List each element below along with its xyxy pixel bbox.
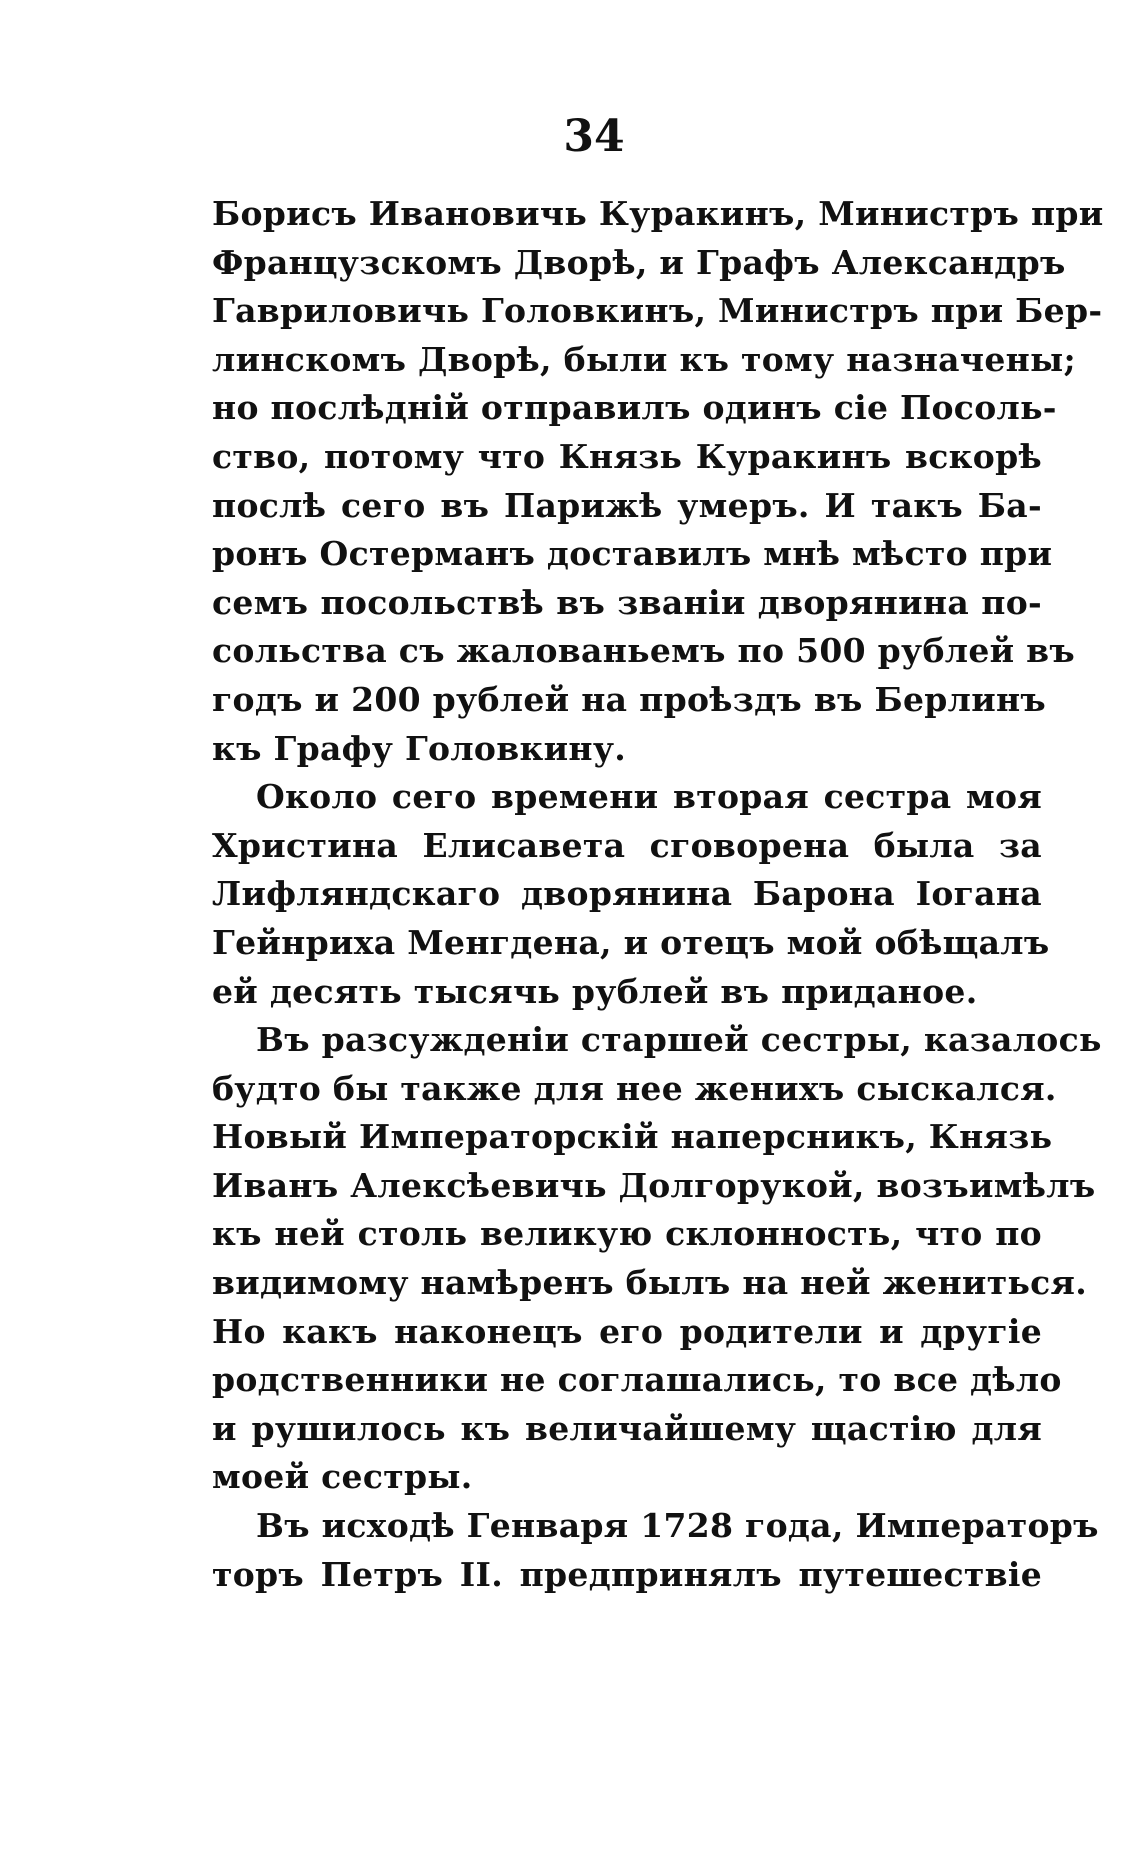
text-line: послѣ сего въ Парижѣ умеръ. И такъ Ба- xyxy=(212,485,1042,525)
text-line: видимому намѣренъ былъ на ней жениться. xyxy=(212,1263,1088,1303)
text-line: линскомъ Дворѣ, были къ тому назначены; xyxy=(212,339,1076,379)
text-line: Новый Императорскій наперсникъ, Князь xyxy=(212,1117,1053,1157)
page-number: 34 xyxy=(563,111,625,162)
text-line: родственники не соглашались, то все дѣло xyxy=(212,1360,1062,1400)
body-text xyxy=(212,190,1104,1599)
text-line: Лифляндскаго дворянина Барона Іогана xyxy=(212,874,1042,914)
text-line: ство, потому что Князь Куракинъ вскорѣ xyxy=(212,436,1042,476)
text-line: Христина Елисавета сговорена была за xyxy=(212,825,1042,865)
text-line: Иванъ Алексѣевичь Долгорукой, возъимѣлъ xyxy=(212,1165,1096,1205)
text-line: сольства съ жалованьемъ по 500 рублей въ xyxy=(212,631,1076,671)
text-line: семъ посольствѣ въ званіи дворянина по- xyxy=(212,582,1042,622)
text-line: Борисъ Ивановичь Куракинъ, Министръ при xyxy=(212,194,1104,233)
text-line: и рушилось къ величайшему щастію для xyxy=(212,1408,1042,1448)
text-line: годъ и 200 рублей на проѣздъ въ Берлинъ xyxy=(212,679,1047,719)
text-line: торъ Петръ II. предпринялъ путешествіе xyxy=(212,1554,1042,1594)
text-line: Около сего времени вторая сестра моя xyxy=(256,777,1042,817)
text-line: къ Графу Головкину. xyxy=(212,728,627,768)
text-line: Въ разсужденіи старшей сестры, казалось xyxy=(256,1020,1102,1060)
text-line: моей сестры. xyxy=(212,1457,473,1497)
text-line: будто бы также для нее женихъ сыскался. xyxy=(212,1068,1057,1108)
text-line: но послѣдній отправилъ одинъ сіе Посоль- xyxy=(212,388,1057,428)
text-line: къ ней столь великую склонность, что по xyxy=(212,1214,1042,1254)
text-line: ей десять тысячь рублей въ приданое. xyxy=(212,971,978,1011)
text-line: ронъ Остерманъ доставилъ мнѣ мѣсто при xyxy=(212,534,1053,574)
text-line: Но какъ наконецъ его родители и другіе xyxy=(212,1311,1042,1351)
text-line: Въ исходѣ Генваря 1728 года, Императоръ xyxy=(256,1506,1099,1546)
text-line: Французскомъ Дворѣ, и Графъ Александръ xyxy=(212,242,1066,282)
text-line: Гавриловичь Головкинъ, Министръ при Бер- xyxy=(212,291,1103,331)
text-line: Гейнриха Менгдена, и отецъ мой обѣщалъ xyxy=(212,922,1050,962)
